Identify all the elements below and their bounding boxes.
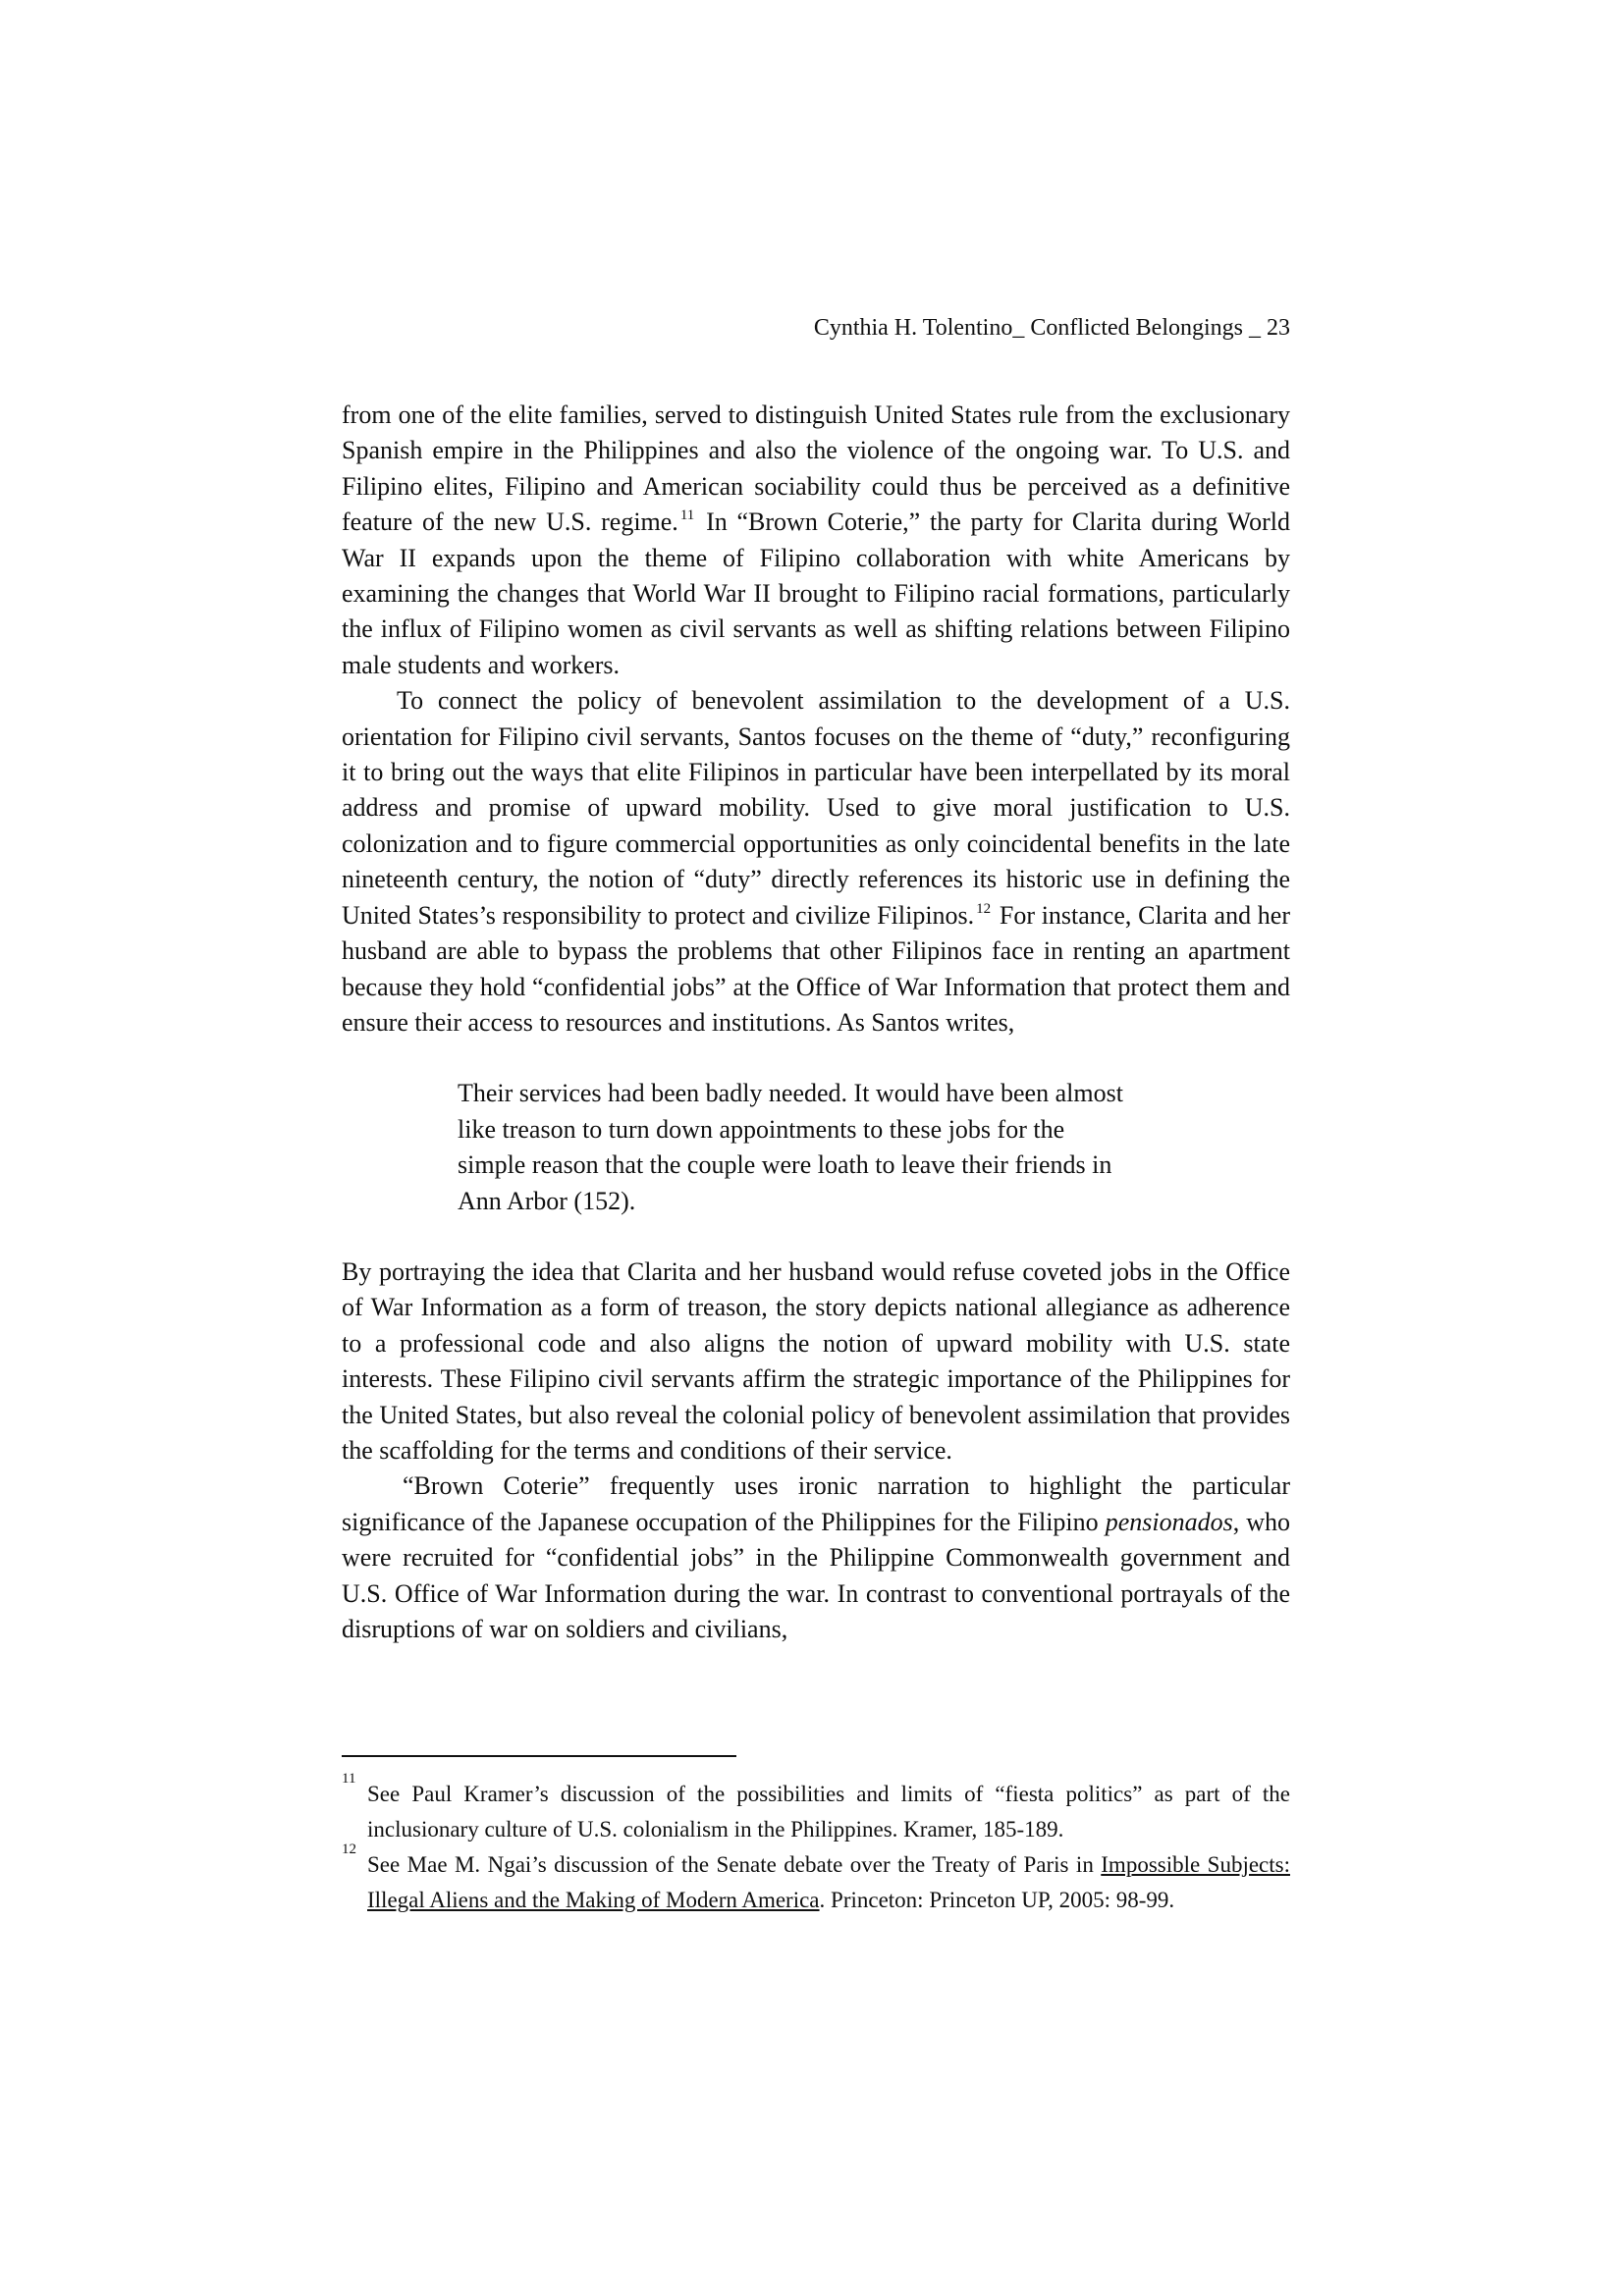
- main-text: [342, 398, 1290, 1647]
- paragraph-1-text-a: from one of the elite families, served to distinguish United States rule from the exclusionary Spanish empire in the Philippines and also the violence of the ongoing war. To U.S. and Filipino elites, Filipino and American sociability could thus be perceived as a definitive feature of the new U.S. regime.: [342, 400, 1290, 537]
- footnotes: [342, 1771, 1290, 1918]
- paragraph-1: [342, 398, 1290, 683]
- paragraph-4: [342, 1468, 1290, 1647]
- block-quote: Their services had been badly needed. It would have been almost like treason to turn down appointments to these jobs for the simple reason that the couple were loath to leave their friends in Ann Arbor (152).: [458, 1079, 1123, 1215]
- paragraph-4-text-b: , who were recruited for “confidential jobs” in the Philippine Commonwealth government and U.S. Office of War Information during the war. In contrast to conventional portrayals of the disruptions of war on soldiers and civilians,: [342, 1507, 1290, 1643]
- footnote-ref-11[interactable]: 11: [679, 507, 695, 524]
- paragraph-2: [342, 683, 1290, 1041]
- footnote-mark-11: 11: [342, 1771, 356, 1787]
- footnote-11: [342, 1771, 1290, 1847]
- footnote-12: [342, 1842, 1290, 1918]
- running-head: Cynthia H. Tolentino_ Conflicted Belongings _ 23: [813, 315, 1290, 341]
- paragraph-4-italic-term: pensionados: [1105, 1507, 1233, 1536]
- footnote-12-text-post: . Princeton: Princeton UP, 2005: 98-99.: [819, 1888, 1175, 1912]
- footnote-12-text-pre: See Mae M. Ngai’s discussion of the Senate debate over the Treaty of Paris in: [367, 1852, 1102, 1877]
- paragraph-2-text-a: To connect the policy of benevolent assimilation to the development of a U.S. orientation for Filipino civil servants, Santos focuses on the theme of “duty,” reconfiguring it to bring out the ways that elite Filipinos in particular have been interpellated by its moral address and promise of upward mobility. Used to give moral justification to U.S. colonization and to figure commercial opportunities as only coincidental benefits in the late nineteenth century, the notion of “duty” directly references its historic use in defining the United States’s responsibility to protect and civilize Filipinos.: [342, 686, 1290, 930]
- footnote-ref-12[interactable]: 12: [976, 900, 992, 917]
- footnote-12-book-title: Impossible Subjects: Illegal Aliens and the Making of Modern America: [367, 1852, 1290, 1912]
- paragraph-4-text-a: “Brown Coterie” frequently uses ironic narration to highlight the particular significance of the Japanese occupation of the Philippines for the Filipino: [342, 1471, 1290, 1536]
- paragraph-2-text-b: For instance, Clarita and her husband are able to bypass the problems that other Filipinos face in renting an apartment because they hold “confidential jobs” at the Office of War Information that protect them and ensure their access to resources and institutions. As Santos writes,: [342, 900, 1291, 1037]
- paragraph-3: By portraying the idea that Clarita and her husband would refuse coveted jobs in the Office of War Information as a form of treason, the story depicts national allegiance as adherence to a professional code and also aligns the notion of upward mobility with U.S. state interests. These Filipino civil servants affirm the strategic importance of the Philippines for the United States, but also reveal the colonial policy of benevolent assimilation that provides the scaffolding for the terms and conditions of their service.: [342, 1256, 1290, 1465]
- footnote-11-text: See Paul Kramer’s discussion of the possibilities and limits of “fiesta politics” as part of the inclusionary culture of U.S. colonialism in the Philippines. Kramer, 185-189.: [367, 1782, 1290, 1842]
- footnote-separator: [342, 1755, 736, 1757]
- paragraph-1-text-b: In “Brown Coterie,” the party for Clarita during World War II expands upon the theme of Filipino collaboration with white Americans by examining the changes that World War II brought to Filipino racial formations, particularly the influx of Filipino women as civil servants as well as shifting relations between Filipino male students and workers.: [342, 507, 1290, 679]
- footnote-mark-12: 12: [342, 1842, 356, 1857]
